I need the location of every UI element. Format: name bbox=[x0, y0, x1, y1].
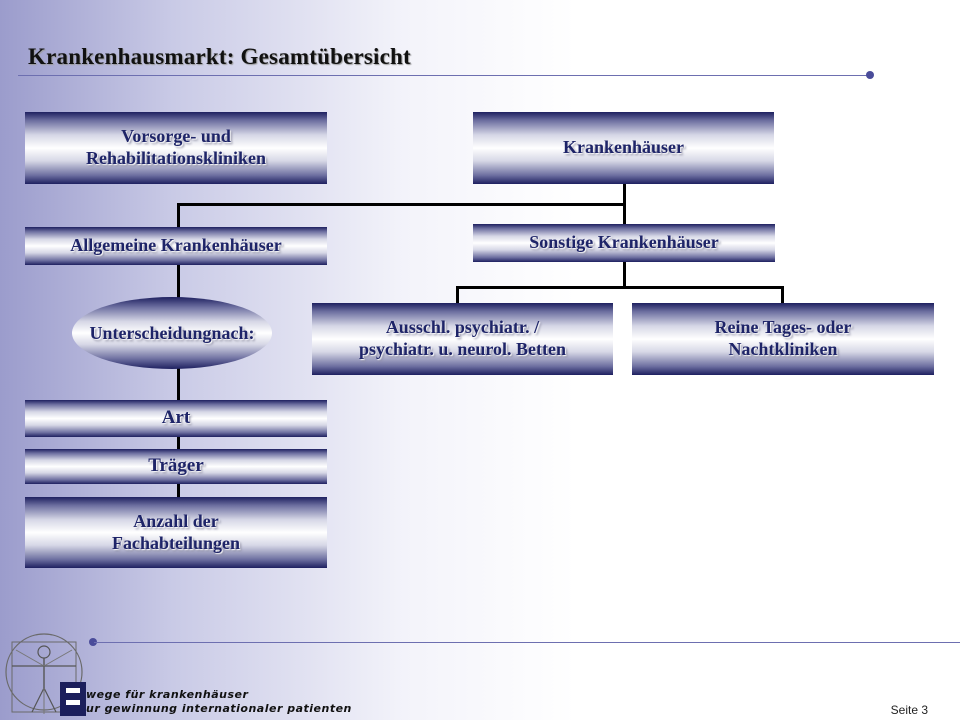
node-krankenhaeuser bbox=[473, 112, 774, 184]
vitruvian-man-icon bbox=[4, 628, 92, 720]
logo-line-1: wege für krankenhäuser bbox=[86, 688, 249, 701]
connector bbox=[177, 203, 180, 227]
page-number: Seite 3 bbox=[890, 703, 928, 717]
node-label: Rehabilitationskliniken bbox=[85, 148, 267, 168]
footer-divider bbox=[94, 642, 960, 643]
node-label: Anzahl der bbox=[133, 510, 219, 531]
node-label: Ausschl. psychiatr. / bbox=[385, 317, 540, 338]
connector bbox=[456, 286, 459, 304]
node-label: Nachtkliniken bbox=[728, 339, 838, 359]
node-unterscheidung bbox=[72, 297, 272, 369]
node-sonstige bbox=[473, 224, 775, 262]
node-label: Krankenhäuser bbox=[562, 137, 685, 158]
node-label: Fachabteilungen bbox=[111, 532, 240, 553]
node-label: Art bbox=[161, 407, 191, 429]
logo-line-2: ur gewinnung internationaler patienten bbox=[86, 702, 352, 715]
node-allgemeine bbox=[25, 227, 327, 265]
node-label: Allgemeine Krankenhäuser bbox=[70, 235, 282, 256]
node-traeger bbox=[25, 449, 327, 484]
connector bbox=[623, 262, 626, 288]
node-label: Vorsorge- und bbox=[121, 126, 231, 147]
connector bbox=[456, 286, 784, 289]
connector bbox=[781, 286, 784, 304]
title-divider bbox=[18, 75, 868, 76]
node-label: nach: bbox=[211, 322, 255, 343]
node-label: Unterscheidung bbox=[89, 322, 212, 343]
connector bbox=[177, 437, 180, 449]
node-tages-nacht bbox=[632, 303, 934, 375]
title-divider-dot bbox=[866, 71, 874, 79]
node-label: Träger bbox=[148, 455, 204, 477]
node-label: psychiatr. u. neurol. Betten bbox=[358, 339, 567, 359]
node-anzahl-fachabteilungen bbox=[25, 497, 327, 568]
node-psychiatr bbox=[312, 303, 613, 375]
slide-title: Krankenhausmarkt: Gesamtübersicht bbox=[28, 44, 411, 69]
node-vorsorge-reha bbox=[25, 112, 327, 184]
node-label: Reine Tages- oder bbox=[714, 317, 852, 338]
connector bbox=[177, 484, 180, 497]
node-art bbox=[25, 400, 327, 437]
connector bbox=[177, 203, 626, 206]
node-label: Sonstige Krankenhäuser bbox=[529, 232, 719, 253]
